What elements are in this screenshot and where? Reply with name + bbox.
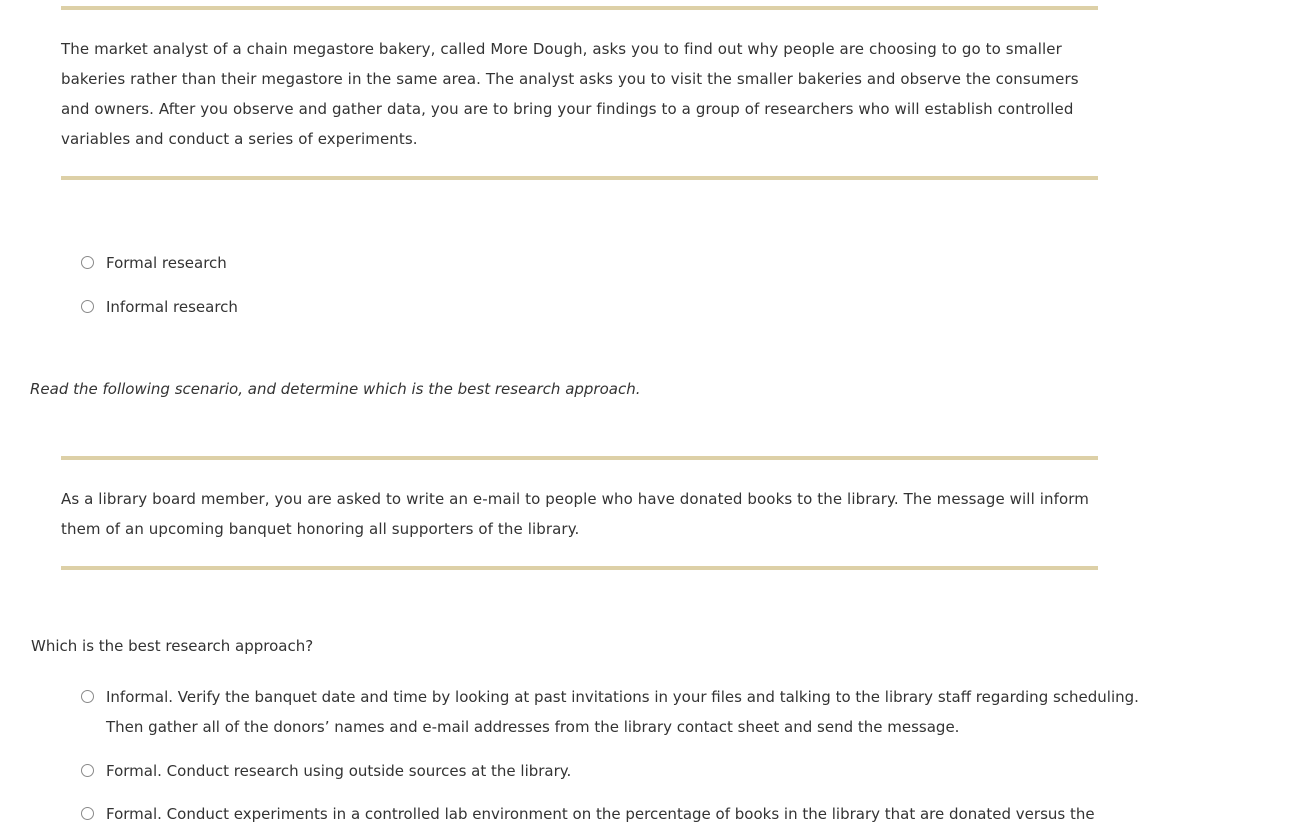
radio-button[interactable] <box>81 690 94 703</box>
scenario-bottom-divider <box>61 176 1098 180</box>
scenario-bottom-divider <box>61 566 1098 570</box>
answer-option-formal-outside-sources[interactable] <box>81 756 1181 786</box>
radio-button[interactable] <box>81 300 94 313</box>
scenario-text: The market analyst of a chain megastore bakery, called More Dough, asks you to find out why people are choosing to go to smaller bakeries rather than their megastore in the same area. The analyst asks you to visit the smaller bakeries and observe the consumers and owners. After you observe and gather data, you are to bring your findings to a group of researchers who will establish controlled variables and conduct a series of experiments. <box>61 40 1079 148</box>
scenario-top-divider <box>61 6 1098 10</box>
answer-option-label: Formal. Conduct research using outside sources at the library. <box>106 762 572 780</box>
answer-option-label: Informal. Verify the banquet date and time by looking at past invitations in your files and talking to the library staff regarding scheduling. Then gather all of the donors’ names and e-mail addresses from the library contact sheet and send the message. <box>106 688 1139 736</box>
question-instruction: Read the following scenario, and determine which is the best research approach. <box>30 380 641 398</box>
radio-button[interactable] <box>81 764 94 777</box>
answer-option-label: Informal research <box>106 298 238 316</box>
radio-button[interactable] <box>81 256 94 269</box>
question-prompt: Which is the best research approach? <box>31 637 314 655</box>
answer-option-informal-research[interactable] <box>81 292 1181 322</box>
answer-option-label: Formal research <box>106 254 227 272</box>
scenario-text: As a library board member, you are asked to write an e-mail to people who have donated books to the library. The message will inform them of an upcoming banquet honoring all supporters of the library. <box>61 490 1089 538</box>
answer-option-label: Formal. Conduct experiments in a controlled lab environment on the percentage of books in the library that are donated versus the <box>106 805 1095 823</box>
radio-button[interactable] <box>81 807 94 820</box>
scenario-top-divider <box>61 456 1098 460</box>
answer-option-formal-research[interactable] <box>81 248 1181 278</box>
answer-option-informal[interactable] <box>81 682 1181 742</box>
answer-option-formal-experiments[interactable] <box>81 799 1181 826</box>
